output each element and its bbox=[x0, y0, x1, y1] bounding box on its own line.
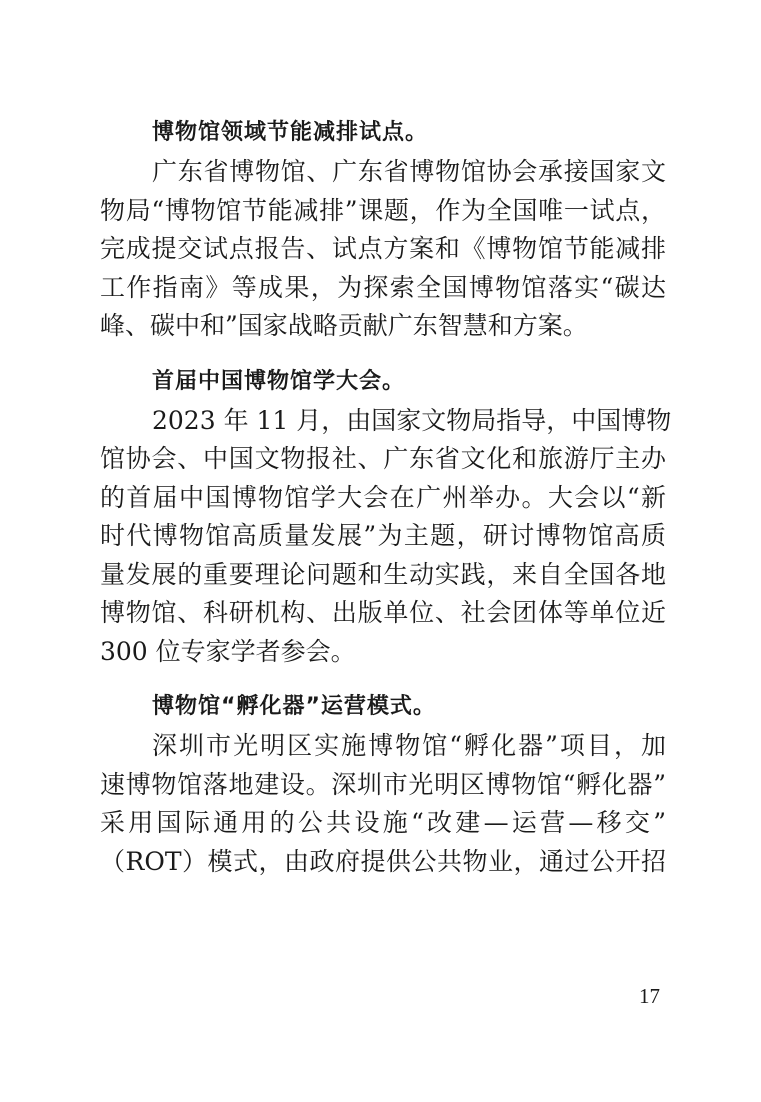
section-heading-museology-conference: 首届中国博物馆学大会。 bbox=[152, 368, 406, 394]
section-paragraph-museology-conference bbox=[100, 402, 672, 672]
paragraph-line: 300 位专家学者参会。 bbox=[100, 636, 356, 666]
section-heading-incubator-model: 博物馆“孵化器”运营模式。 bbox=[152, 694, 436, 719]
section-heading-energy-saving: 博物馆领域节能减排试点。 bbox=[152, 120, 429, 145]
paragraph-line: 工作指南》等成果，为探索全国博物馆落实“碳达 bbox=[100, 272, 666, 302]
paragraph-line: 完成提交试点报告、试点方案和《博物馆节能减排 bbox=[100, 234, 666, 263]
paragraph-line: 博物馆、科研机构、出版单位、社会团体等单位近 bbox=[100, 598, 666, 627]
paragraph-line: 时代博物馆高质量发展”为主题，研讨博物馆高质 bbox=[100, 521, 666, 550]
paragraph-line: 2023 年 11 月，由国家文物局指导，中国博物 bbox=[152, 405, 672, 435]
section-paragraph-energy-saving bbox=[100, 153, 666, 346]
paragraph-line: 物局“博物馆节能减排”课题，作为全国唯一试点， bbox=[100, 195, 666, 225]
paragraph-line: 量发展的重要理论问题和生动实践，来自全国各地 bbox=[100, 559, 666, 589]
paragraph-line: 的首届中国博物馆学大会在广州举办。大会以“新 bbox=[100, 482, 666, 512]
paragraph-line: 馆协会、中国文物报社、广东省文化和旅游厅主办 bbox=[100, 444, 666, 473]
paragraph-line: 采用国际通用的公共设施“改建—运营—移交” bbox=[100, 808, 666, 837]
section-paragraph-incubator-model bbox=[100, 727, 666, 881]
paragraph-line: 峰、碳中和”国家战略贡献广东智慧和方案。 bbox=[100, 311, 588, 340]
paragraph-line: 速博物馆落地建设。深圳市光明区博物馆“孵化器” bbox=[100, 769, 666, 799]
paragraph-line: （ROT）模式，由政府提供公共物业，通过公开招 bbox=[100, 846, 666, 876]
paragraph-line: 深圳市光明区实施博物馆“孵化器”项目，加 bbox=[152, 731, 666, 760]
document-page bbox=[100, 115, 672, 881]
paragraph-line: 广东省博物馆、广东省博物馆协会承接国家文 bbox=[152, 157, 666, 186]
page-number: 17 bbox=[639, 984, 660, 1008]
